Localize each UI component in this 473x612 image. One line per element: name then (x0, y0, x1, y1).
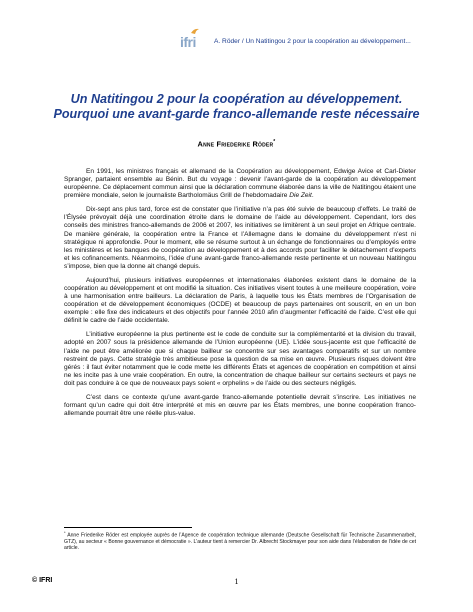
footnote-divider (64, 527, 192, 528)
paragraph-1 (64, 168, 416, 200)
footnote-text: Anne Friederike Röder est employée auprès de l’Agence de coopération technique allemande (Deutsche Gesellschaft für Technische Zusammenarbeit, GTZ), au secteur « Bonne gouvernance et démocratie ». L’auteur tient à remercier Dr. Albrecht Stockmayer pour son aide dans l’élaboration de l’idée de cet article. (64, 532, 416, 552)
paragraph-4: L’initiative européenne la plus pertinente est le code de conduite sur la complémentarité et la division du travail, adopté en 2007 sous la présidence allemande de l’Union européenne (UE). L’idée sous-jacente est que l’efficacité de l’aide ne peut être améliorée que si chaque bailleur se concentre sur ses avantages comparatifs et sur un nombre restreint de pays. Cette stratégie très ambitieuse pose la question de sa mise en œuvre. Plusieurs risques doivent être gérés : il faut éviter notamment que le code mette les différents États et agences de coopération en compétition et ainsi ne les incite pas à une vraie coopération. En outre, la concentration de chaque bailleur sur certains secteurs et pays ne doit pas conduire à ce que de nouveaux pays soient « orphelins » de l’aide ou des secteurs négligés. (64, 331, 416, 387)
copyright-notice: © IFRI (32, 577, 53, 584)
footnote-mark: * (64, 530, 66, 535)
newspaper-name: Die Zeit (289, 192, 312, 200)
logo-text: ifri (180, 34, 196, 50)
running-title: A. Röder / Un Natitingou 2 pour la coopération au développement... (214, 38, 411, 45)
paragraph-1-end: . (311, 192, 314, 200)
paragraph-3: Aujourd’hui, plusieurs initiatives européennes et internationales élaborées existent dans le domaine de la coopération au développement et ont modifié la situation. Ces initiatives visent toutes à une meilleure coopération, voire à une harmonisation entre bailleurs. La déclaration de Paris, à laquelle tous les États membres de l’Organisation de coopération et de développement économiques (OCDE) et beaucoup de pays partenaires ont souscrit, en en un bon exemple : elle fixe des indicateurs et des objectifs pour l’année 2010 afin d’augmenter l’efficacité de l’aide. C’est elle qui définit le cadre de l’aide occidentale. (64, 276, 416, 325)
article-body (64, 168, 416, 418)
paragraph-2: Dix-sept ans plus tard, force est de constater que l’initiative n’a pas été suivie de beaucoup d’effets. Le traité de l’Élysée prévoyait déjà une coordination étroite dans le domaine de l’aide au développement. Cependant, lors des conseils des ministres franco-allemands de 2006 et 2007, les initiatives se limitèrent à un seul projet en Afrique centrale. De manière générale, la coopération entre la France et l’Allemagne dans le domaine du développement n’est ni stratégique ni approfondie. Pour le moment, elle se résume surtout à un échange de fonctionnaires ou d’employés entre les ministères et les banques de coopération au développement et à des accords pour faciliter le détachement d’experts et les cofinancements. Néanmoins, l’idée d’une avant-garde franco-allemande reste pertinente et un nouveau Natitingou s’impose, bien que la donne ait changé depuis. (64, 206, 416, 270)
article-title-line-1: Un Natitingou 2 pour la coopération au développement. (70, 92, 403, 106)
author-name (0, 139, 473, 148)
paragraph-5: C’est dans ce contexte qu’une avant-garde franco-allemande potentielle devrait s’inscrire. Les initiatives ne formant qu’un cadre qui doit être interprété et mis en œuvre par les États membres, une bonne coopération franco-allemande pourrait être une réelle plus-value. (64, 393, 416, 418)
article-title-line-2: Pourquoi une avant-garde franco-allemande reste nécessaire (53, 107, 420, 121)
author-footnote-mark: * (273, 139, 276, 145)
page-number: 1 (234, 577, 239, 586)
paragraph-1-text: En 1991, les ministres français et allemand de la Coopération au développement, Edwige Avice et Carl-Dieter Spranger, partaient ensemble au Bénin. But du voyage : devenir l’avant-garde de la coopération au développement européenne. Ce déplacement commun ainsi que la déclaration commune élaborée dans la ville de Natitingou étaient une première mondiale, selon le journaliste Bartholomäus Grill de l’hebdomadaire (64, 168, 416, 200)
page-header (180, 33, 460, 51)
footnote (64, 530, 416, 552)
author-name-text: Anne Friederike Röder (197, 139, 274, 149)
